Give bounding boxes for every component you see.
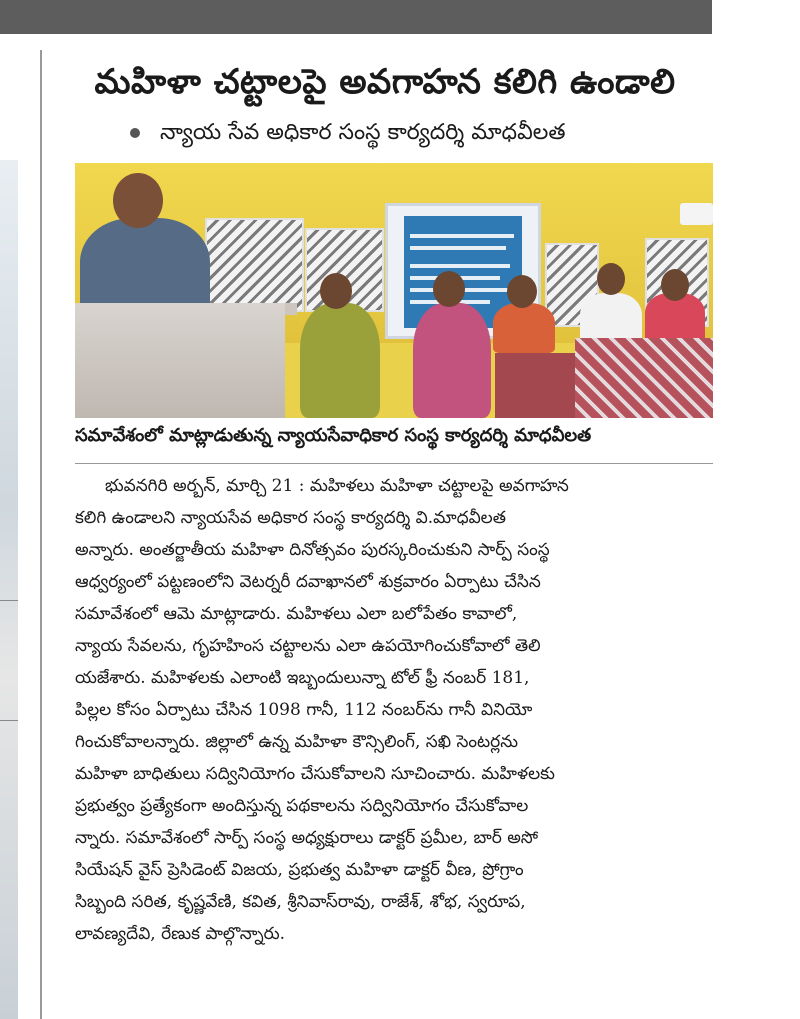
body-line: న్యాయ సేవలను, గృహహింస చట్టాలను ఎలా ఉపయోగించుకోవాలో తెలి: [75, 636, 541, 656]
body-line: లావణ్యదేవి, రేణుక పాల్గొన్నారు.: [75, 924, 285, 944]
column-rule: [40, 50, 42, 1019]
article-photo: [75, 163, 713, 418]
body-line: మహిళా బాధితులు సద్వినియోగం చేసుకోవాలని సూచించారు. మహిళలకు: [75, 764, 555, 784]
caption-divider: [75, 463, 713, 464]
body-line: యజేశారు. మహిళలకు ఎలాంటి ఇబ్బందులున్నా టోల్ ఫ్రీ నంబర్ 181,: [75, 668, 530, 688]
body-line: అన్నారు. అంతర్జాతీయ మహిళా దినోత్సవం పురస్కరించుకుని సార్ప్ సంస్థ: [75, 540, 550, 560]
bullet-icon: [130, 128, 140, 138]
article-body: [75, 470, 713, 950]
body-line: గించుకోవాలన్నారు. జిల్లాలో ఉన్న మహిళా కౌన్సిలింగ్, సఖి సెంటర్లను: [75, 732, 519, 752]
header-band: [0, 0, 712, 34]
body-line: సియేషన్ వైస్ ప్రెసిడెంట్ విజయ, ప్రభుత్వ మహిళా డాక్టర్ వీణ, ప్రోగ్రాం: [75, 860, 524, 880]
body-line: సమావేశంలో ఆమె మాట్లాడారు. మహిళలు ఎలా బలోపేతం కావాలో,: [75, 604, 518, 624]
article-subheadline: [130, 118, 710, 148]
body-line: ఆధ్వర్యంలో పట్టణంలోని వెటర్నరీ దవాఖానలో శుక్రవారం ఏర్పాటు చేసిన: [75, 572, 541, 592]
podium: [75, 303, 285, 418]
body-line: కలిగి ఉండాలని న్యాయసేవ అధికార సంస్థ కార్యదర్శి వి.మాధవీలత: [75, 508, 506, 528]
body-line: ప్రభుత్వం ప్రత్యేకంగా అందిస్తున్న పథకాలను సద్వినియోగం చేసుకోవాల: [75, 796, 529, 816]
body-line: సిబ్బంది సరిత, కృష్ణవేణి, కవిత, శ్రీనివాస్‌రావు, రాజేశ్, శోభ, స్వరూప,: [75, 892, 526, 912]
adjacent-article-edge: [0, 160, 18, 1019]
body-line: పిల్లల కోసం ఏర్పాటు చేసిన 1098 గానీ, 112 నంబర్‌ను గానీ వినియో: [75, 700, 533, 720]
photo-caption: సమావేశంలో మాట్లాడుతున్న న్యాయసేవాధికార సంస్థ కార్యదర్శి మాధవీలత: [75, 425, 592, 446]
article-headline: మహిళా చట్టాలపై అవగాహన కలిగి ఉండాలి: [94, 62, 676, 102]
subheadline-text: న్యాయ సేవ అధికార సంస్థ కార్యదర్శి మాధవీలత: [160, 120, 566, 145]
body-line: భువనగిరి అర్బన్, మార్చి 21 : మహిళలు మహిళా చట్టాలపై అవగాహన: [105, 476, 569, 496]
body-line: న్నారు. సమావేశంలో సార్ప్ సంస్థ అధ్యక్షురాలు డాక్టర్ ప్రమీల, బార్ అసో: [75, 828, 539, 848]
